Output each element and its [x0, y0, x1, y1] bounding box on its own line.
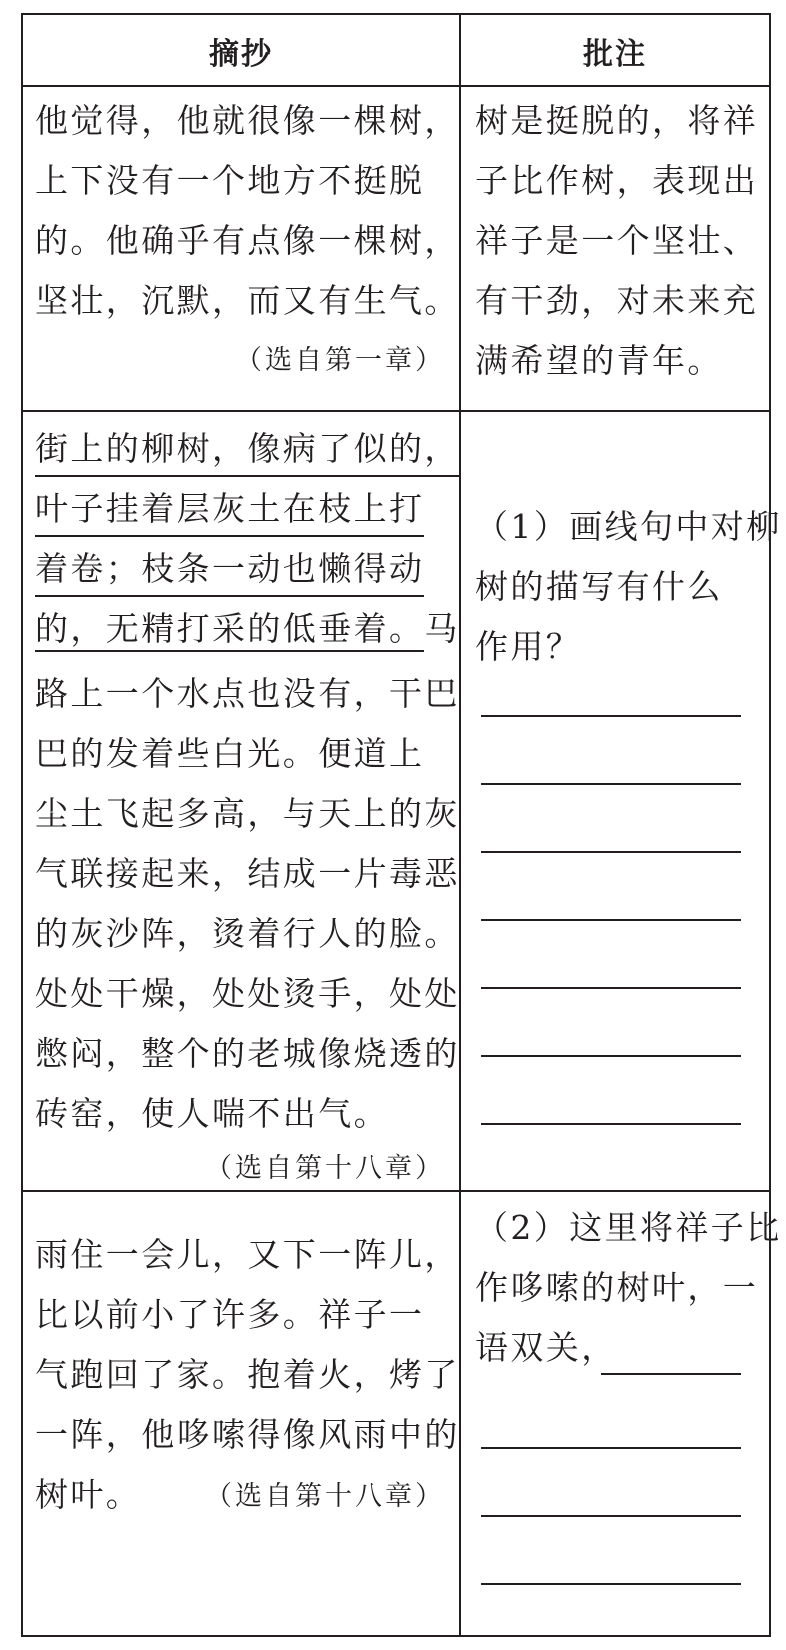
- column-header-excerpt: 摘抄: [209, 37, 273, 72]
- answer-blank[interactable]: [481, 1055, 741, 1057]
- row-divider: [23, 1190, 769, 1192]
- excerpt-line: 的。他确乎有点像一棵树，: [35, 221, 460, 260]
- answer-blank[interactable]: [481, 987, 741, 989]
- answer-blank[interactable]: [481, 851, 741, 853]
- question-line: 树的描写有什么: [475, 567, 723, 606]
- note-line: 祥子是一个坚壮、: [475, 221, 759, 260]
- note-line: 有干劲，对未来充: [475, 281, 759, 320]
- source-citation: （选自第十八章）: [205, 1153, 445, 1184]
- question-line: （1）画线句中对柳: [475, 507, 782, 546]
- source-citation: （选自第十八章）: [205, 1481, 445, 1512]
- question-line: （2）这里将祥子比: [475, 1208, 782, 1247]
- answer-blank[interactable]: [481, 919, 741, 921]
- row-3-excerpt: [35, 1235, 460, 1635]
- excerpt-line: 路上一个水点也没有，干巴: [35, 674, 460, 713]
- excerpt-line: 砖窑，使人喘不出气。: [35, 1094, 389, 1133]
- excerpt-line: 巴的发着些白光。便道上: [35, 734, 425, 773]
- excerpt-line: 尘土飞起多高，与天上的灰: [35, 794, 460, 833]
- excerpt-line: 坚壮，沉默，而又有生气。: [35, 281, 460, 320]
- underlined-segment: 的，无精打采的低垂着。: [35, 609, 424, 652]
- excerpt-line: 树叶。: [35, 1475, 142, 1514]
- excerpt-line: 处处干燥，处处烫手，处处: [35, 974, 460, 1013]
- source-citation: （选自第一章）: [235, 345, 445, 376]
- excerpt-line: 憋闷，整个的老城像烧透的: [35, 1034, 460, 1073]
- excerpt-line: 上下没有一个地方不挺脱: [35, 161, 425, 200]
- answer-blank[interactable]: [601, 1373, 741, 1375]
- question-line: 作哆嗦的树叶，一: [475, 1268, 759, 1307]
- excerpt-line: 比以前小了许多。祥子一: [35, 1295, 425, 1334]
- excerpt-line: 雨住一会儿，又下一阵儿，: [35, 1235, 460, 1274]
- underlined-excerpt-line: 街上的柳树，像病了似的，: [35, 429, 460, 477]
- row-2-excerpt: [35, 429, 460, 1184]
- answer-blank[interactable]: [481, 1515, 741, 1517]
- answer-blank[interactable]: [481, 1447, 741, 1449]
- answer-blank[interactable]: [481, 783, 741, 785]
- column-header-note: 批注: [583, 37, 647, 72]
- excerpt-line: 的灰沙阵，烫着行人的脸。: [35, 914, 460, 953]
- row-3-note: [475, 1208, 782, 1628]
- plain-segment: 马: [424, 609, 460, 648]
- row-1-note: [475, 101, 767, 406]
- row-divider: [23, 410, 769, 412]
- excerpt-line: 气联接起来，结成一片毒恶: [35, 854, 460, 893]
- question-line: 语双关，: [475, 1328, 617, 1367]
- question-line: 作用？: [475, 627, 582, 666]
- excerpt-line: 一阵，他哆嗦得像风雨中的: [35, 1415, 460, 1454]
- excerpt-line: 气跑回了家。抱着火，烤了: [35, 1355, 460, 1394]
- underlined-excerpt-line: 着卷；枝条一动也懒得动: [35, 549, 424, 597]
- note-line: 树是挺脱的，将祥: [475, 101, 759, 140]
- answer-blank[interactable]: [481, 715, 741, 717]
- note-line: 子比作树，表现出: [475, 161, 759, 200]
- note-line: 满希望的青年。: [475, 341, 723, 380]
- answer-blank[interactable]: [481, 1583, 741, 1585]
- excerpt-annotation-table: [21, 13, 782, 1637]
- row-2-note: [475, 507, 782, 1107]
- excerpt-line-partly-underlined: [35, 609, 460, 653]
- answer-blank[interactable]: [481, 1123, 741, 1125]
- underlined-excerpt-line: 叶子挂着层灰土在枝上打: [35, 489, 424, 537]
- row-1-excerpt: [35, 101, 460, 406]
- excerpt-line: 他觉得，他就很像一棵树，: [35, 101, 460, 140]
